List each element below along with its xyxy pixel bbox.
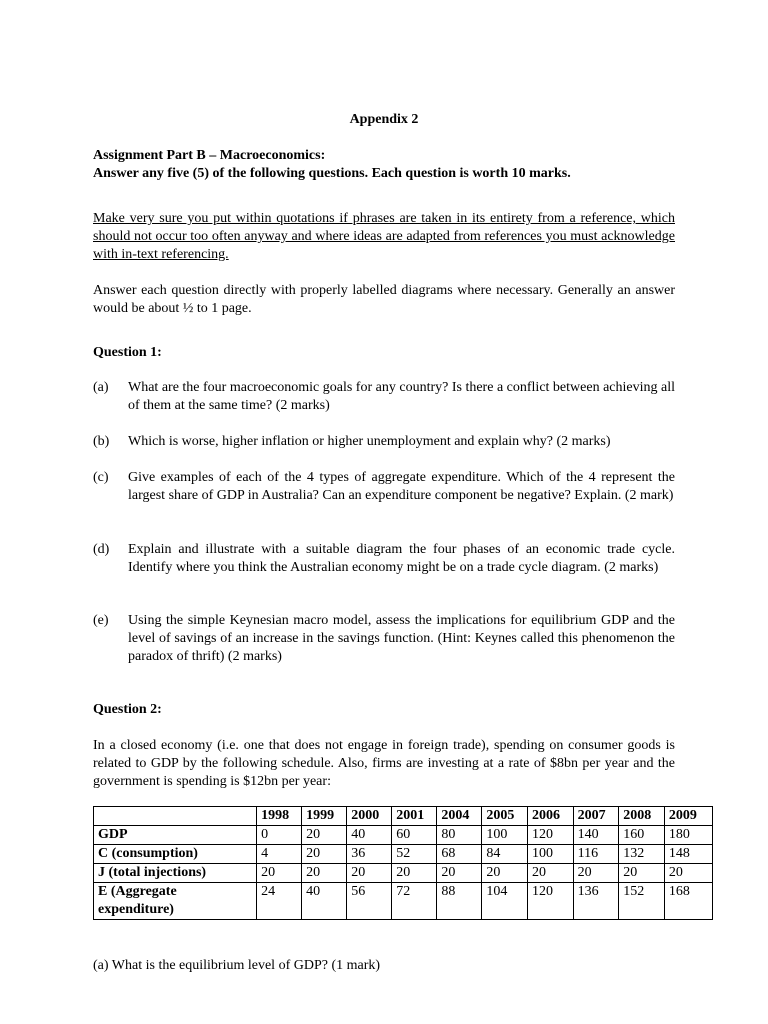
table-cell: 20 [482,864,528,883]
part-text: Give examples of each of the 4 types of aggregate expenditure. Which of the 4 represent the largest share of GDP in Australia? Can an expenditure component be negative? Explain. (2 mark) [128,470,675,503]
year-header: 2008 [619,807,665,826]
part-text: What are the four macroeconomic goals for any country? Is there a conflict between achieving all of them at the same time? (2 marks) [128,380,675,413]
year-header: 2006 [528,807,574,826]
table-row [94,845,713,864]
table-cell: 116 [573,845,619,864]
table-cell: 84 [482,845,528,864]
year-header: 2007 [573,807,619,826]
part-label: (c) [93,470,109,485]
table-cell: 120 [528,826,574,845]
table-cell: 72 [392,883,437,920]
table-cell: 0 [257,826,302,845]
table-cell: 136 [573,883,619,920]
row-label: GDP [94,826,257,845]
year-header: 2004 [437,807,482,826]
table-cell: 140 [573,826,619,845]
table-cell: 120 [528,883,574,920]
table-cell: 104 [482,883,528,920]
table-cell: 68 [437,845,482,864]
year-header: 2005 [482,807,528,826]
question2-intro: In a closed economy (i.e. one that does not engage in foreign trade), spending on consumer goods is related to GDP by the following schedule. Also, firms are investing at a rate of $8bn per year and the government is spending is $12bn per year: [93,738,675,789]
table-corner-cell [94,807,257,826]
table-cell: 132 [619,845,665,864]
question2-heading: Question 2: [93,702,162,717]
part-label: (b) [93,434,110,449]
table-cell: 20 [619,864,665,883]
table-cell: 168 [664,883,712,920]
question1-part-e [93,612,675,666]
part-label: (a) [93,380,109,395]
question2-part-a: (a) What is the equilibrium level of GDP? (1 mark) [93,958,381,973]
table-cell: 20 [302,845,347,864]
table-cell: 20 [302,864,347,883]
assignment-header-line1: Assignment Part B – Macroeconomics: [93,148,326,163]
part-text: Which is worse, higher inflation or higher unemployment and explain why? (2 marks) [128,434,611,449]
table-cell: 24 [257,883,302,920]
question1-part-b [93,433,675,451]
table-cell: 180 [664,826,712,845]
table-cell: 40 [347,826,392,845]
part-label: (e) [93,613,109,628]
appendix-title: Appendix 2 [349,112,419,127]
table-cell: 52 [392,845,437,864]
table-cell: 20 [437,864,482,883]
year-header: 2001 [392,807,437,826]
table-cell: 20 [664,864,712,883]
table-cell: 20 [257,864,302,883]
table-cell: 20 [392,864,437,883]
assignment-header [93,147,675,183]
table-cell: 88 [437,883,482,920]
table-row [94,826,713,845]
table-cell: 20 [528,864,574,883]
table-cell: 20 [347,864,392,883]
table-row [94,864,713,883]
question1-part-a [93,379,675,415]
year-header: 1998 [257,807,302,826]
table-cell: 148 [664,845,712,864]
table-cell: 20 [302,826,347,845]
question1-heading: Question 1: [93,345,162,360]
general-instruction: Answer each question directly with properly labelled diagrams where necessary. Generally an answer would be about ½ to 1 page. [93,283,675,316]
part-label: (d) [93,542,110,557]
part-text: Explain and illustrate with a suitable diagram the four phases of an economic trade cycle. Identify where you think the Australian economy might be on a trade cycle diagram. (2 marks) [128,542,675,575]
referencing-warning: Make very sure you put within quotations if phrases are taken in its entirety from a reference, which should not occur too often anyway and where ideas are adapted from references you must acknowledge with in-text referencing. [93,211,675,262]
table-cell: 56 [347,883,392,920]
row-label: E (Aggregate expenditure) [94,883,257,920]
table-cell: 20 [573,864,619,883]
table-cell: 4 [257,845,302,864]
table-cell: 36 [347,845,392,864]
question1-part-d [93,541,675,577]
question1-part-c [93,469,675,505]
table-cell: 60 [392,826,437,845]
year-header: 2000 [347,807,392,826]
table-cell: 40 [302,883,347,920]
table-cell: 100 [482,826,528,845]
row-label: C (consumption) [94,845,257,864]
table-row [94,883,713,920]
part-text: Using the simple Keynesian macro model, assess the implications for equilibrium GDP and the level of savings of an increase in the savings function. (Hint: Keynes called this phenomenon the paradox of thrift) (2 marks) [128,613,675,664]
assignment-header-line2: Answer any five (5) of the following questions. Each question is worth 10 marks. [93,166,571,181]
table-cell: 100 [528,845,574,864]
table-cell: 80 [437,826,482,845]
table-cell: 160 [619,826,665,845]
year-header: 2009 [664,807,712,826]
year-header: 1999 [302,807,347,826]
table-header-row [94,807,713,826]
table-cell: 152 [619,883,665,920]
expenditure-schedule-table [93,806,713,920]
row-label: J (total injections) [94,864,257,883]
